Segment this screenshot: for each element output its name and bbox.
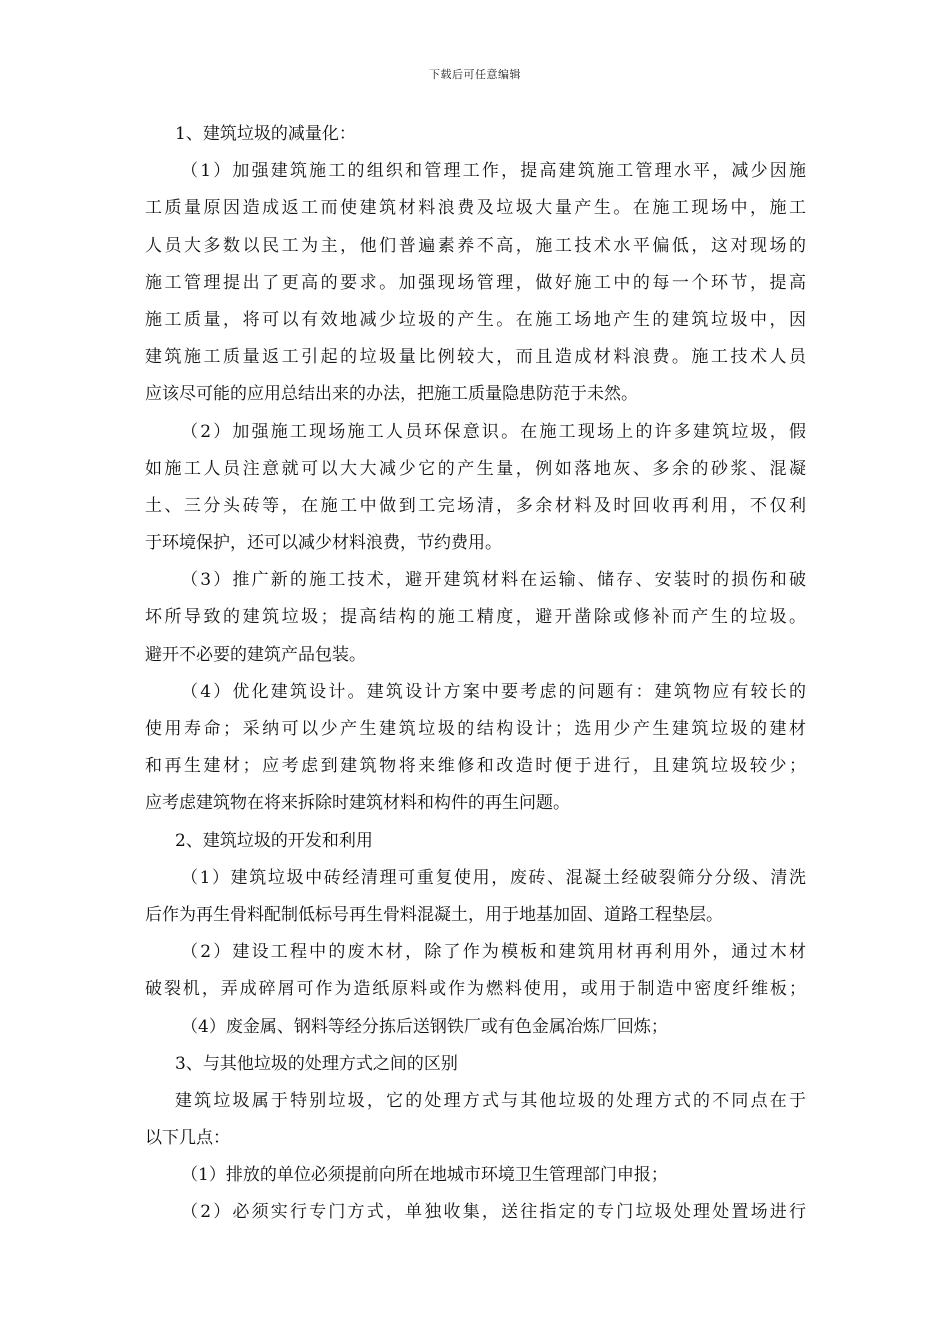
- page-header-note: 下载后可任意编辑: [429, 68, 521, 81]
- text-line: （1）排放的单位必须提前向所在地城市环境卫生管理部门申报；: [181, 1165, 668, 1186]
- text-line: （4）废金属、钢料等经分拣后送钢铁厂或有色金属冶炼厂回炼；: [181, 1016, 668, 1037]
- text-line: （2）必须实行专门方式，单独收集，送往指定的专门垃圾处理处置场进行: [181, 1202, 806, 1223]
- text-line: 应考虑建筑物在将来拆除时建筑材料和构件的再生问题。: [145, 793, 570, 814]
- text-line: 使用寿命；采纳可以少产生建筑垃圾的结构设计；选用少产生建筑垃圾的建材: [145, 719, 806, 739]
- text-line: 和再生建材；应考虑到建筑物将来维修和改造时便于进行，且建筑垃圾较少；: [145, 756, 806, 777]
- text-line: 3、与其他垃圾的处理方式之间的区别: [175, 1053, 458, 1074]
- text-line: （1）建筑垃圾中砖经清理可重复使用，废砖、混凝土经破裂筛分分级、清洗: [181, 867, 806, 888]
- text-line: （2）建设工程中的废木材，除了作为模板和建筑用材再利用外，通过木材: [181, 942, 806, 963]
- text-line: 如施工人员注意就可以大大减少它的产生量，例如落地灰、多余的砂浆、混凝: [145, 458, 806, 479]
- document-body: [145, 116, 806, 1232]
- text-line: 应该尽可能的应用总结出来的办法，把施工质量隐患防范于未然。: [145, 384, 638, 405]
- text-line: 避开不必要的建筑产品包装。: [145, 644, 366, 665]
- text-line: （1）加强建筑施工的组织和管理工作，提高建筑施工管理水平，减少因施: [181, 161, 806, 182]
- text-line: 建筑施工质量返工引起的垃圾量比例较大，而且造成材料浪费。施工技术人员: [145, 347, 806, 368]
- text-line: （2）加强施工现场施工人员环保意识。在施工现场上的许多建筑垃圾，假: [181, 421, 806, 442]
- text-line: 工质量原因造成返工而使建筑材料浪费及垃圾大量产生。在施工现场中，施工: [145, 198, 806, 219]
- text-line: 1、建筑垃圾的减量化：: [175, 124, 356, 144]
- text-line: 以下几点：: [145, 1128, 230, 1149]
- text-line: 土、三分头砖等，在施工中做到工完场清，多余材料及时回收再利用，不仅利: [145, 495, 806, 516]
- text-line: 后作为再生骨料配制低标号再生骨料混凝土，用于地基加固、道路工程垫层。: [145, 904, 723, 925]
- text-line: 2、建筑垃圾的开发和利用: [175, 830, 373, 851]
- text-line: 人员大多数以民工为主，他们普遍素养不高，施工技术水平偏低，这对现场的: [145, 235, 806, 256]
- text-line: （3）推广新的施工技术，避开建筑材料在运输、储存、安装时的损伤和破: [181, 570, 806, 591]
- text-line: 施工质量，将可以有效地减少垃圾的产生。在施工场地产生的建筑垃圾中，因: [145, 309, 806, 330]
- text-line: 施工管理提出了更高的要求。加强现场管理，做好施工中的每一个环节，提高: [145, 272, 806, 293]
- text-line: 破裂机，弄成碎屑可作为造纸原料或作为燃料使用，或用于制造中密度纤维板；: [145, 979, 806, 1000]
- text-line: （4）优化建筑设计。建筑设计方案中要考虑的问题有：建筑物应有较长的: [181, 681, 806, 702]
- text-line: 于环境保护，还可以减少材料浪费，节约费用。: [145, 533, 502, 554]
- text-line: 建筑垃圾属于特别垃圾，它的处理方式与其他垃圾的处理方式的不同点在于: [175, 1090, 806, 1111]
- text-line: 坏所导致的建筑垃圾；提高结构的施工精度，避开凿除或修补而产生的垃圾。: [145, 607, 806, 628]
